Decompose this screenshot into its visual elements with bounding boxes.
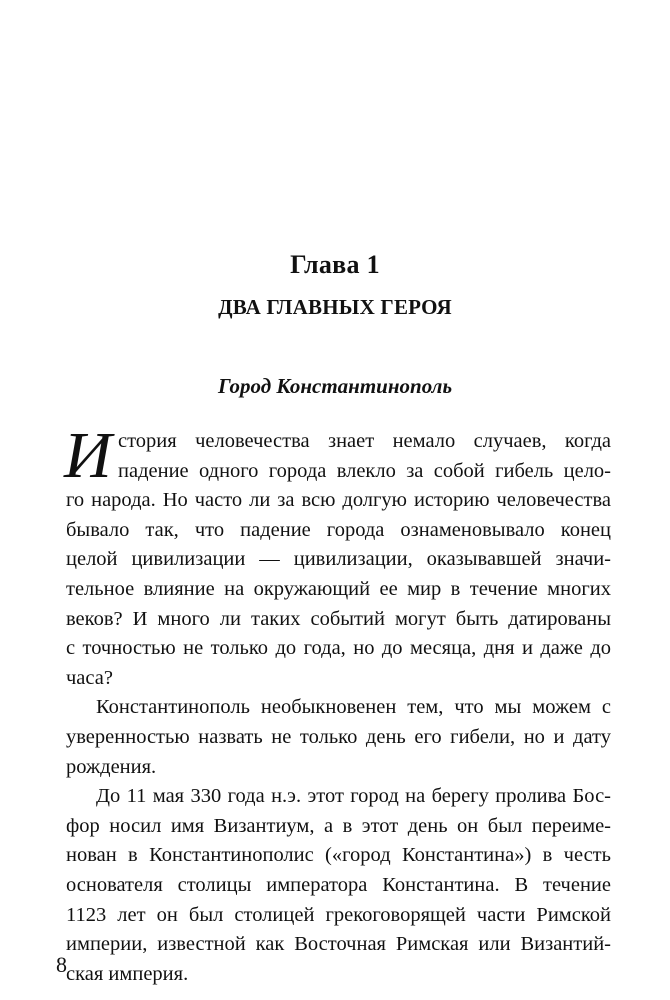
text-line: веков? И много ли таких событий могут быть датированы [66, 607, 611, 630]
text-line: 1123 лет он был столицей грекоговорящей части Римской [66, 903, 611, 926]
page-number: 8 [56, 952, 67, 977]
text-line: фор носил имя Византиум, а в этот день он был переиме- [66, 814, 611, 837]
section-title: Город Константинополь [217, 374, 453, 398]
drop-cap: И [64, 419, 112, 492]
body-text [64, 419, 611, 989]
chapter-title: ДВА ГЛАВНЫХ ГЕРОЯ [218, 295, 452, 319]
text-line: ская империя. [66, 962, 189, 985]
text-line: империи, известной как Восточная Римская или Византий- [66, 933, 611, 956]
text-line: целой цивилизации — цивилизации, оказывавшей значи- [66, 548, 611, 571]
text-line: стория человечества знает немало случаев, когда [118, 430, 611, 452]
text-line: часа? [66, 666, 113, 689]
text-line: рождения. [66, 755, 157, 778]
text-line: с точностью не только до года, но до месяца, дня и даже до [66, 637, 611, 660]
text-line: тельное влияние на окружающий ее мир в течение многих [66, 577, 611, 600]
text-line: Константинополь необыкновенен тем, что мы можем с [96, 696, 611, 719]
text-line: го народа. Но часто ли за всю долгую историю человечества [66, 489, 611, 512]
chapter-number: Глава 1 [290, 250, 380, 279]
text-line: До 11 мая 330 года н.э. этот город на берегу пролива Бос- [96, 785, 611, 808]
text-line: бывало так, что падение города ознаменовывало конец [66, 518, 611, 541]
text-line: нован в Константинополис («город Константина») в честь [66, 844, 611, 867]
text-line: падение одного города влекло за собой гибель цело- [118, 459, 611, 482]
text-line: основателя столицы императора Константина. В течение [66, 873, 611, 896]
text-line: уверенностью назвать не только день его гибели, но и дату [66, 725, 611, 748]
